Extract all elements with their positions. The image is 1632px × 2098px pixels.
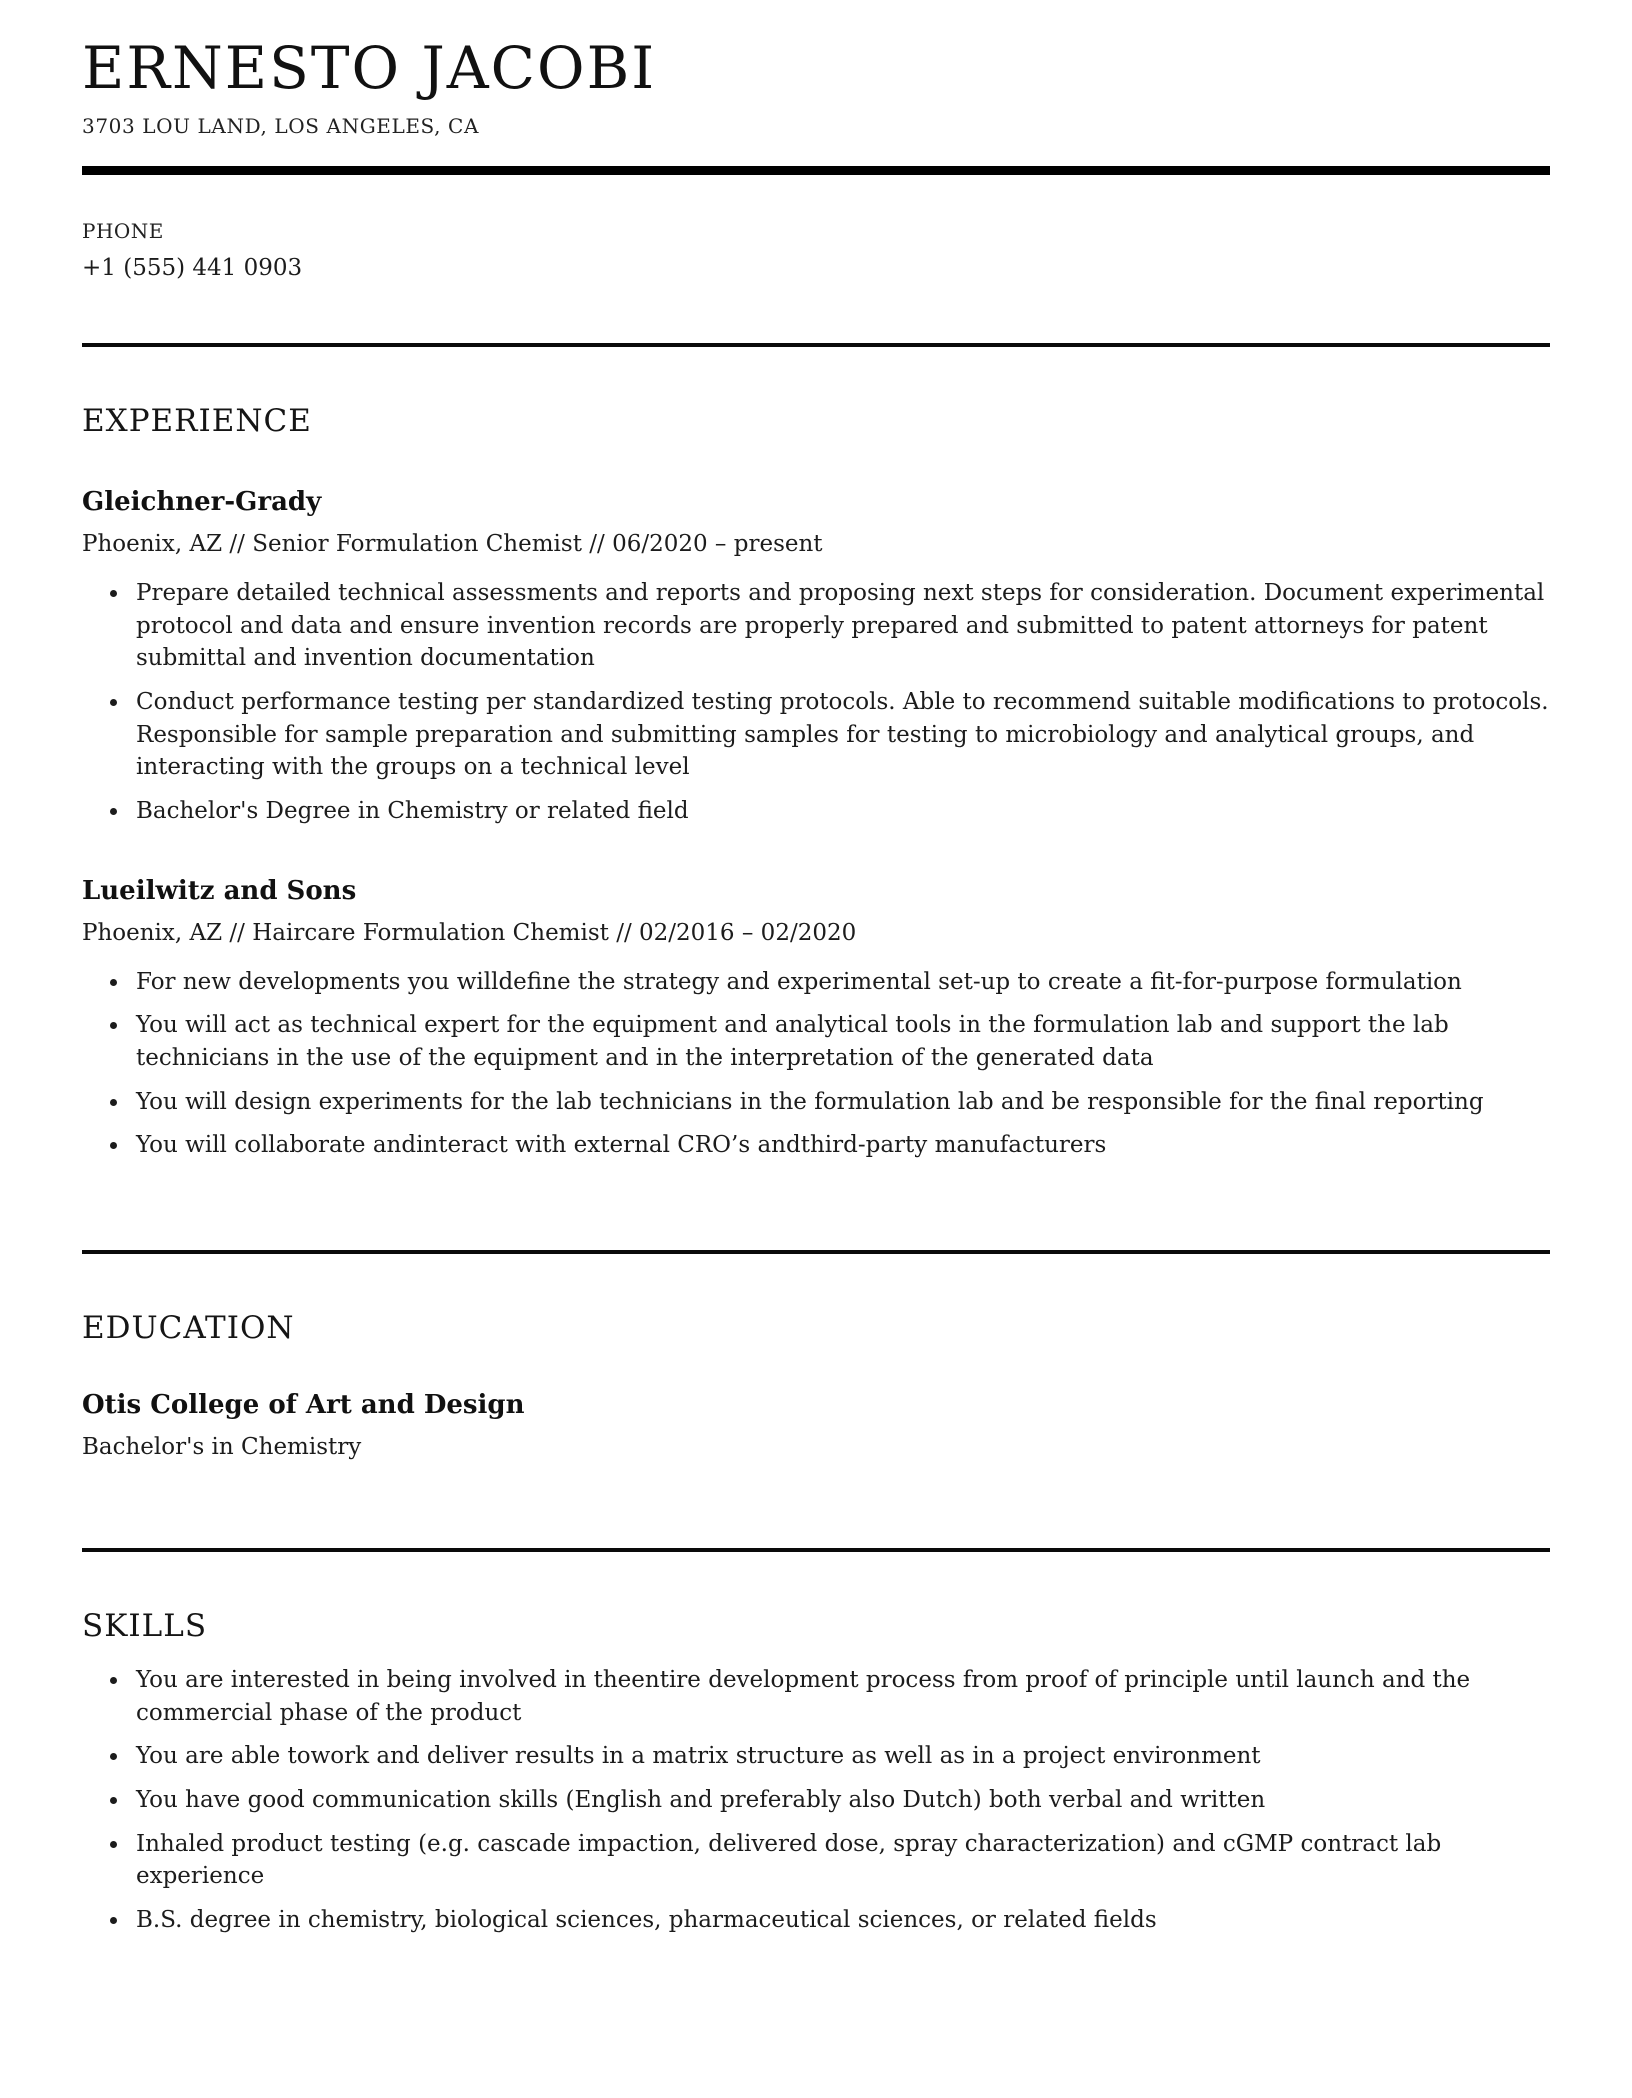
skills-bullet-list [82,1664,1550,1937]
header-divider [82,166,1550,175]
education-entry [82,1390,1550,1460]
job-bullet: • Prepare detailed technical assessments and reports and proposing next steps for consideration. Document experimental protocol and data and ensure invention records are properly prepared and submitted to patent attorneys for patent submittal and invention documentation [130,577,1550,675]
job-bullet-list [82,577,1550,828]
skill-bullet: • You are able towork and deliver results in a matrix structure as well as in a project environment [130,1740,1550,1773]
skill-bullet: • You have good communication skills (English and preferably also Dutch) both verbal and written [130,1784,1550,1817]
school-name: Otis College of Art and Design [82,1389,525,1420]
section-title-education: EDUCATION [82,1309,295,1346]
experience-section [82,403,1550,1162]
skills-section [82,1608,1550,1937]
skill-bullet: • You are interested in being involved in theentire development process from proof of principle until launch and the commercial phase of the product [130,1664,1550,1729]
job-bullet: • Bachelor's Degree in Chemistry or related field [130,795,1550,828]
phone-value: +1 (555) 441 0903 [82,255,303,281]
job-bullet: • Conduct performance testing per standardized testing protocols. Able to recommend suitable modifications to protocols. Responsible for sample preparation and submitting samples for testing to microbiology and analytical groups, and interacting with the groups on a technical level [130,686,1550,784]
resume-header [82,34,1550,138]
school-degree: Bachelor's in Chemistry [82,1433,362,1460]
job-bullet: • You will act as technical expert for the equipment and analytical tools in the formulation lab and support the lab technicians in the use of the equipment and in the interpretation of the generated data [130,1009,1550,1074]
job-company: Lueilwitz and Sons [82,875,357,906]
job-entry-lueilwitz-and-sons [82,876,1550,1162]
candidate-name: ERNESTO JACOBI [82,34,657,102]
contact-divider [82,343,1550,347]
job-bullet: • You will collaborate andinteract with external CRO’s andthird-party manufacturers [130,1129,1550,1162]
job-bullet-list [82,966,1550,1162]
section-title-skills: SKILLS [82,1607,208,1644]
section-title-experience: EXPERIENCE [82,403,312,439]
job-company: Gleichner-Grady [82,487,322,517]
skills-divider [82,1548,1550,1552]
job-meta: Phoenix, AZ // Senior Formulation Chemist // 06/2020 – present [82,531,823,557]
education-section [82,1310,1550,1460]
job-bullet: • You will design experiments for the lab technicians in the formulation lab and be responsible for the final reporting [130,1086,1550,1119]
job-meta: Phoenix, AZ // Haircare Formulation Chemist // 02/2016 – 02/2020 [82,919,857,946]
skill-bullet: • B.S. degree in chemistry, biological sciences, pharmaceutical sciences, or related fields [130,1904,1550,1937]
education-divider [82,1250,1550,1254]
job-entry-gleichner-grady [82,487,1550,828]
job-bullet: • For new developments you willdefine the strategy and experimental set-up to create a fit-for-purpose formulation [130,966,1550,999]
skill-bullet: • Inhaled product testing (e.g. cascade impaction, delivered dose, spray characterization) and cGMP contract lab experience [130,1828,1550,1893]
phone-label: PHONE [82,219,164,243]
candidate-address: 3703 LOU LAND, LOS ANGELES, CA [82,114,479,138]
contact-section [82,219,1550,281]
